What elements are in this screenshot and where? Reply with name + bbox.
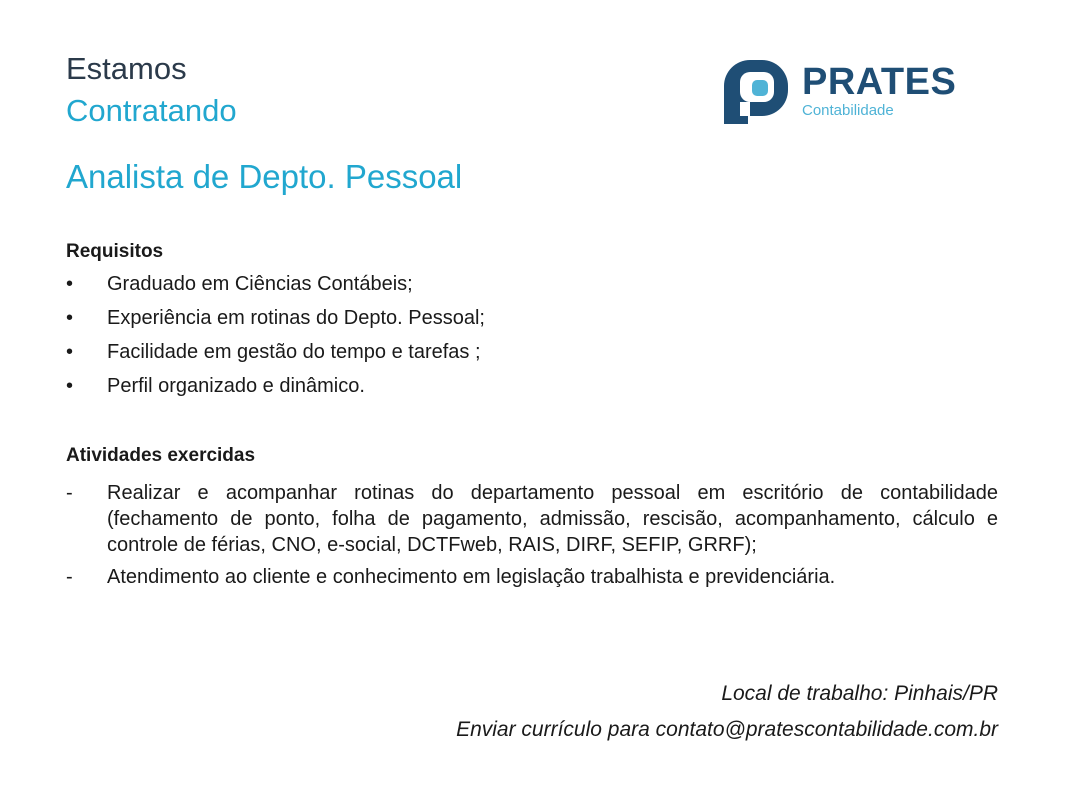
requirement-text: Perfil organizado e dinâmico. (107, 375, 365, 397)
logo-name: PRATES (802, 61, 957, 103)
dash-marker: - (66, 566, 73, 588)
company-logo (722, 58, 962, 128)
work-location: Local de trabalho: Pinhais/PR (721, 682, 998, 705)
dash-marker: - (66, 482, 73, 504)
contact-instructions: Enviar currículo para contato@pratescontabilidade.com.br (456, 718, 998, 741)
requirements-list (66, 270, 1006, 406)
activity-item (66, 480, 998, 558)
prates-p-logo-icon (722, 58, 794, 128)
header-line-contratando: Contratando (66, 93, 237, 128)
activity-item (66, 564, 998, 590)
logo-subtitle: Contabilidade (802, 102, 894, 119)
bullet-marker: • (66, 341, 74, 363)
bullet-marker: • (66, 307, 74, 329)
activity-text: Realizar e acompanhar rotinas do departamento pessoal em escritório de contabilidade (fechamento de ponto, folha de pagamento, admissão, rescisão, acompanhamento, cálculo e controle de férias, CNO, e-social, DCTFweb, RAIS, DIRF, SEFIP, GRRF); (107, 482, 998, 556)
requirement-text: Graduado em Ciências Contábeis; (107, 273, 413, 295)
activity-text: Atendimento ao cliente e conhecimento em legislação trabalhista e previdenciária. (107, 566, 836, 588)
requirement-item (66, 338, 1006, 372)
requirement-text: Facilidade em gestão do tempo e tarefas ; (107, 341, 481, 363)
requirements-title: Requisitos (66, 241, 164, 262)
bullet-marker: • (66, 375, 74, 397)
activities-list (66, 480, 998, 596)
requirement-text: Experiência em rotinas do Depto. Pessoal; (107, 307, 485, 329)
requirement-item (66, 304, 1006, 338)
bullet-marker: • (66, 273, 74, 295)
requirement-item (66, 372, 1006, 406)
activities-title: Atividades exercidas (66, 445, 256, 466)
header-line-estamos: Estamos (66, 51, 187, 86)
requirement-item (66, 270, 1006, 304)
job-title: Analista de Depto. Pessoal (66, 158, 463, 195)
